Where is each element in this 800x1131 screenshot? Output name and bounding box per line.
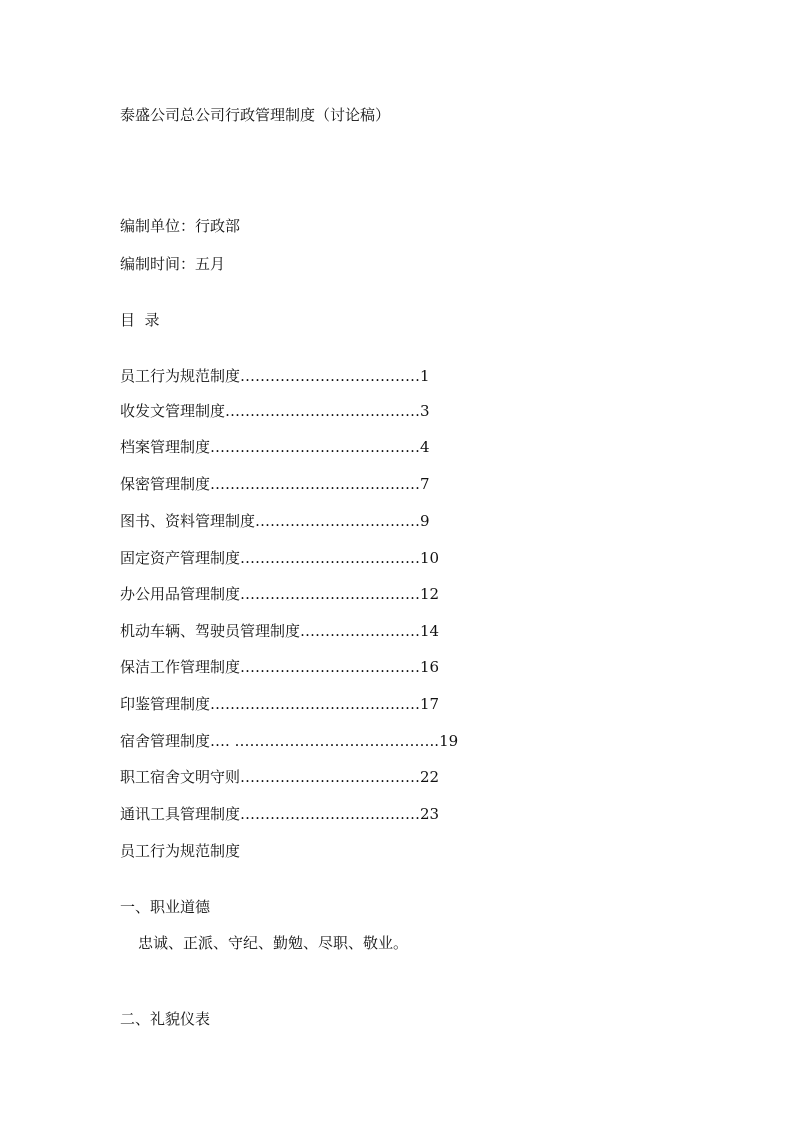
toc-entry: 职工宿舍文明守则………………………………22 <box>120 768 440 786</box>
subsection-heading: 一、职业道德 <box>120 898 211 916</box>
toc-entry: 机动车辆、驾驶员管理制度……………………14 <box>120 622 440 640</box>
toc-heading: 目 录 <box>120 311 160 329</box>
toc-entry: 宿舍管理制度…. …………………………………..19 <box>120 732 459 750</box>
toc-entry: 档案管理制度……………………………………4 <box>120 438 430 456</box>
paragraph: 忠诚、正派、守纪、勤勉、尽职、敬业。 <box>138 934 409 952</box>
compiling-time: 编制时间：五月 <box>120 255 226 273</box>
compiling-unit: 编制单位：行政部 <box>120 217 241 235</box>
toc-entry: 办公用品管理制度………………………………12 <box>120 585 440 603</box>
toc-entry: 收发文管理制度…………………………………3 <box>120 402 430 420</box>
toc-entry: 图书、资料管理制度……………………………9 <box>120 512 430 530</box>
toc-entry: 印鉴管理制度……………………………………17 <box>120 695 440 713</box>
section-heading: 员工行为规范制度 <box>120 842 241 860</box>
toc-entry: 保洁工作管理制度………………………………16 <box>120 658 440 676</box>
toc-entry: 固定资产管理制度………………………………10 <box>120 549 440 567</box>
toc-entry: 通讯工具管理制度………………………………23 <box>120 805 440 823</box>
document-title: 泰盛公司总公司行政管理制度（讨论稿） <box>120 106 391 124</box>
toc-entry: 员工行为规范制度………………………………1 <box>120 367 430 385</box>
subsection-heading: 二、礼貌仪表 <box>120 1010 211 1028</box>
toc-entry: 保密管理制度……………………………………7 <box>120 475 430 493</box>
